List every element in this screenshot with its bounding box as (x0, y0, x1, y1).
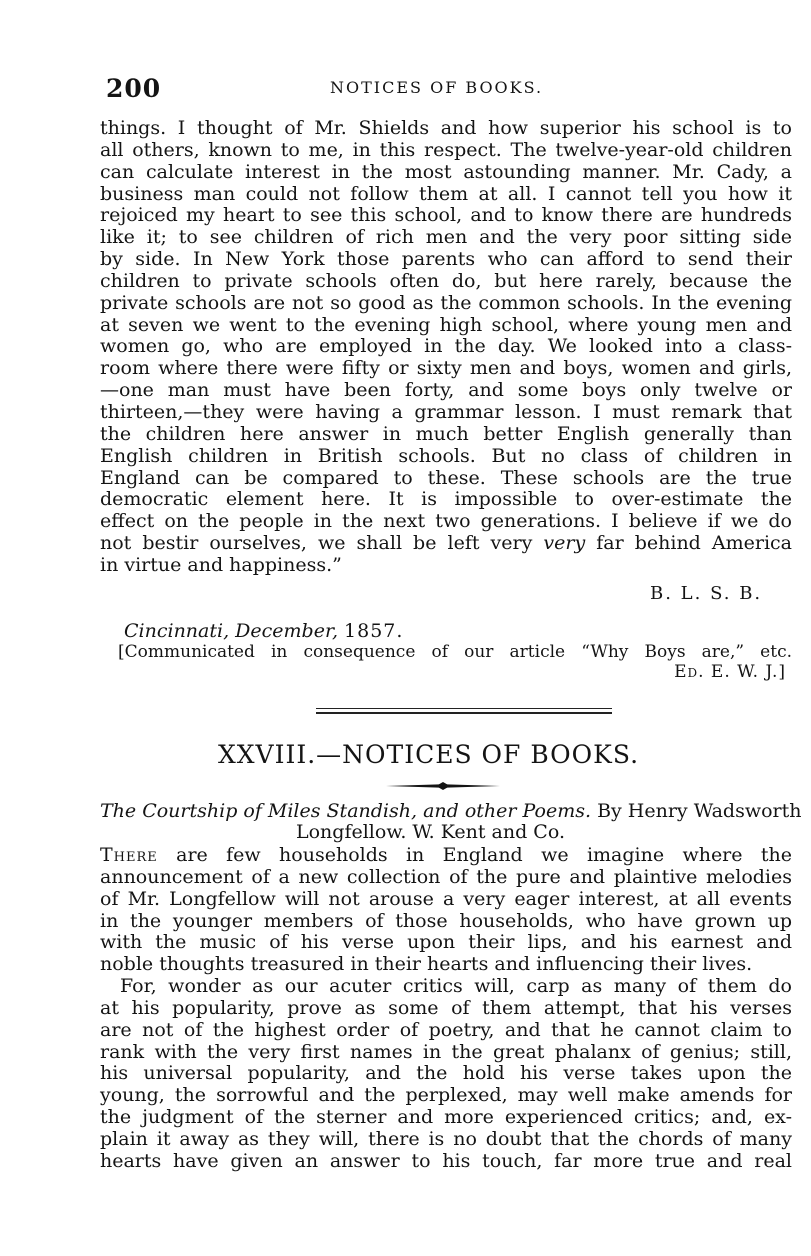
review-line: announcement of a new collection of the pure and plaintive melodies (100, 865, 792, 888)
letter-line: like it; to see children of rich men and the very poor sitting side (100, 226, 792, 249)
running-head (106, 74, 796, 106)
letter-line: can calculate interest in the most astounding manner. Mr. Cady, a (100, 160, 792, 183)
letter-line: by side. In New York those parents who can afford to send their (100, 248, 792, 271)
letter-line: women go, who are employed in the day. We looked into a class- (100, 335, 792, 358)
review-line-rest: are few households in England we imagine where the (176, 844, 792, 866)
letter-line: English children in British schools. But no class of children in (100, 444, 792, 467)
ornament-rule-icon (386, 781, 500, 791)
letter-line: rejoiced my heart to see this school, and to know there are hundreds (100, 204, 792, 227)
letter-line: room where there were fifty or sixty men and boys, women and girls, (100, 357, 792, 380)
letter-last-line: in virtue and happiness.” (100, 553, 342, 576)
divider-line-thin (316, 708, 612, 709)
editor-note-signature (674, 661, 786, 683)
review-line: rank with the very first names in the great phalanx of genius; still, (100, 1040, 792, 1063)
letter-line: private schools are not so good as the common schools. In the evening (100, 291, 792, 314)
dateline (124, 620, 403, 642)
review-line: noble thoughts treasured in their hearts and influencing their lives. (100, 953, 753, 976)
review-line: For, wonder as our acuter critics will, carp as many of them do (120, 975, 792, 998)
letter-line: not bestir ourselves, we shall be left very very far behind America (100, 532, 792, 555)
editor-note-signature-text: Ed. E. W. J.] (674, 662, 786, 682)
dateline-place: Cincinnati, December, (124, 620, 338, 642)
letter-line: business man could not follow them at all. I cannot tell you how it (100, 182, 792, 205)
book-author: By Henry Wadsworth (597, 800, 802, 822)
review-line: are not of the highest order of poetry, and that he cannot claim to (100, 1018, 792, 1041)
letter-line: all others, known to me, in this respect. The twelve-year-old children (100, 138, 792, 161)
editor-note-line: [Communicated in consequence of our article “Why Boys are,” etc. (118, 642, 792, 662)
section-heading: XXVIII.—NOTICES OF BOOKS. (217, 740, 640, 769)
letter-line: the children here answer in much better English generally than (100, 422, 792, 445)
review-line: the judgment of the sterner and more experienced critics; and, ex- (100, 1106, 792, 1129)
section-divider (316, 708, 612, 716)
letter-line: democratic element here. It is impossible to over-estimate the (100, 488, 792, 511)
review-line: with the music of his verse upon their lips, and his earnest and (100, 931, 792, 954)
letter-line: —one man must have been forty, and some boys only twelve or (100, 379, 792, 402)
review-line: young, the sorrowful and the perplexed, may well make amends for (100, 1084, 792, 1107)
review-line: his universal popularity, and the hold his verse takes upon the (100, 1062, 792, 1085)
letter-line: thirteen,—they were having a grammar lesson. I must remark that (100, 400, 792, 423)
book-title (100, 800, 802, 843)
book-publisher: Longfellow. W. Kent and Co. (296, 821, 565, 843)
review-line (100, 845, 792, 867)
running-title: NOTICES OF BOOKS. (330, 78, 544, 97)
signature: B. L. S. B. (650, 583, 763, 604)
review-line: of Mr. Longfellow will not arouse a very eager interest, at all events (100, 887, 792, 910)
review-first-word: There (100, 844, 158, 866)
emphasis-word: very (543, 532, 586, 555)
book-title-line (100, 800, 802, 822)
review-line: in the younger members of those households, who have grown up (100, 909, 792, 932)
review-line: hearts have given an answer to his touch, far more true and real (100, 1149, 792, 1172)
dateline-year: 1857. (344, 620, 404, 642)
letter-line: at seven we went to the evening high school, where young men and (100, 313, 792, 336)
page-number: 200 (106, 74, 162, 103)
review-line: at his popularity, prove as some of them attempt, that his verses (100, 996, 792, 1019)
review-line: plain it away as they will, there is no doubt that the chords of many (100, 1127, 792, 1150)
letter-text (100, 118, 792, 577)
divider-line-thick (316, 712, 612, 714)
book-title-italic: The Courtship of Miles Standish, and other Poems. (100, 800, 592, 822)
review-text (100, 845, 792, 1173)
letter-line: children to private schools often do, but here rarely, because the (100, 269, 792, 292)
letter-line: things. I thought of Mr. Shields and how superior his school is to (100, 117, 792, 139)
letter-line: effect on the people in the next two generations. I believe if we do (100, 510, 792, 533)
letter-line: England can be compared to these. These schools are the true (100, 466, 792, 489)
